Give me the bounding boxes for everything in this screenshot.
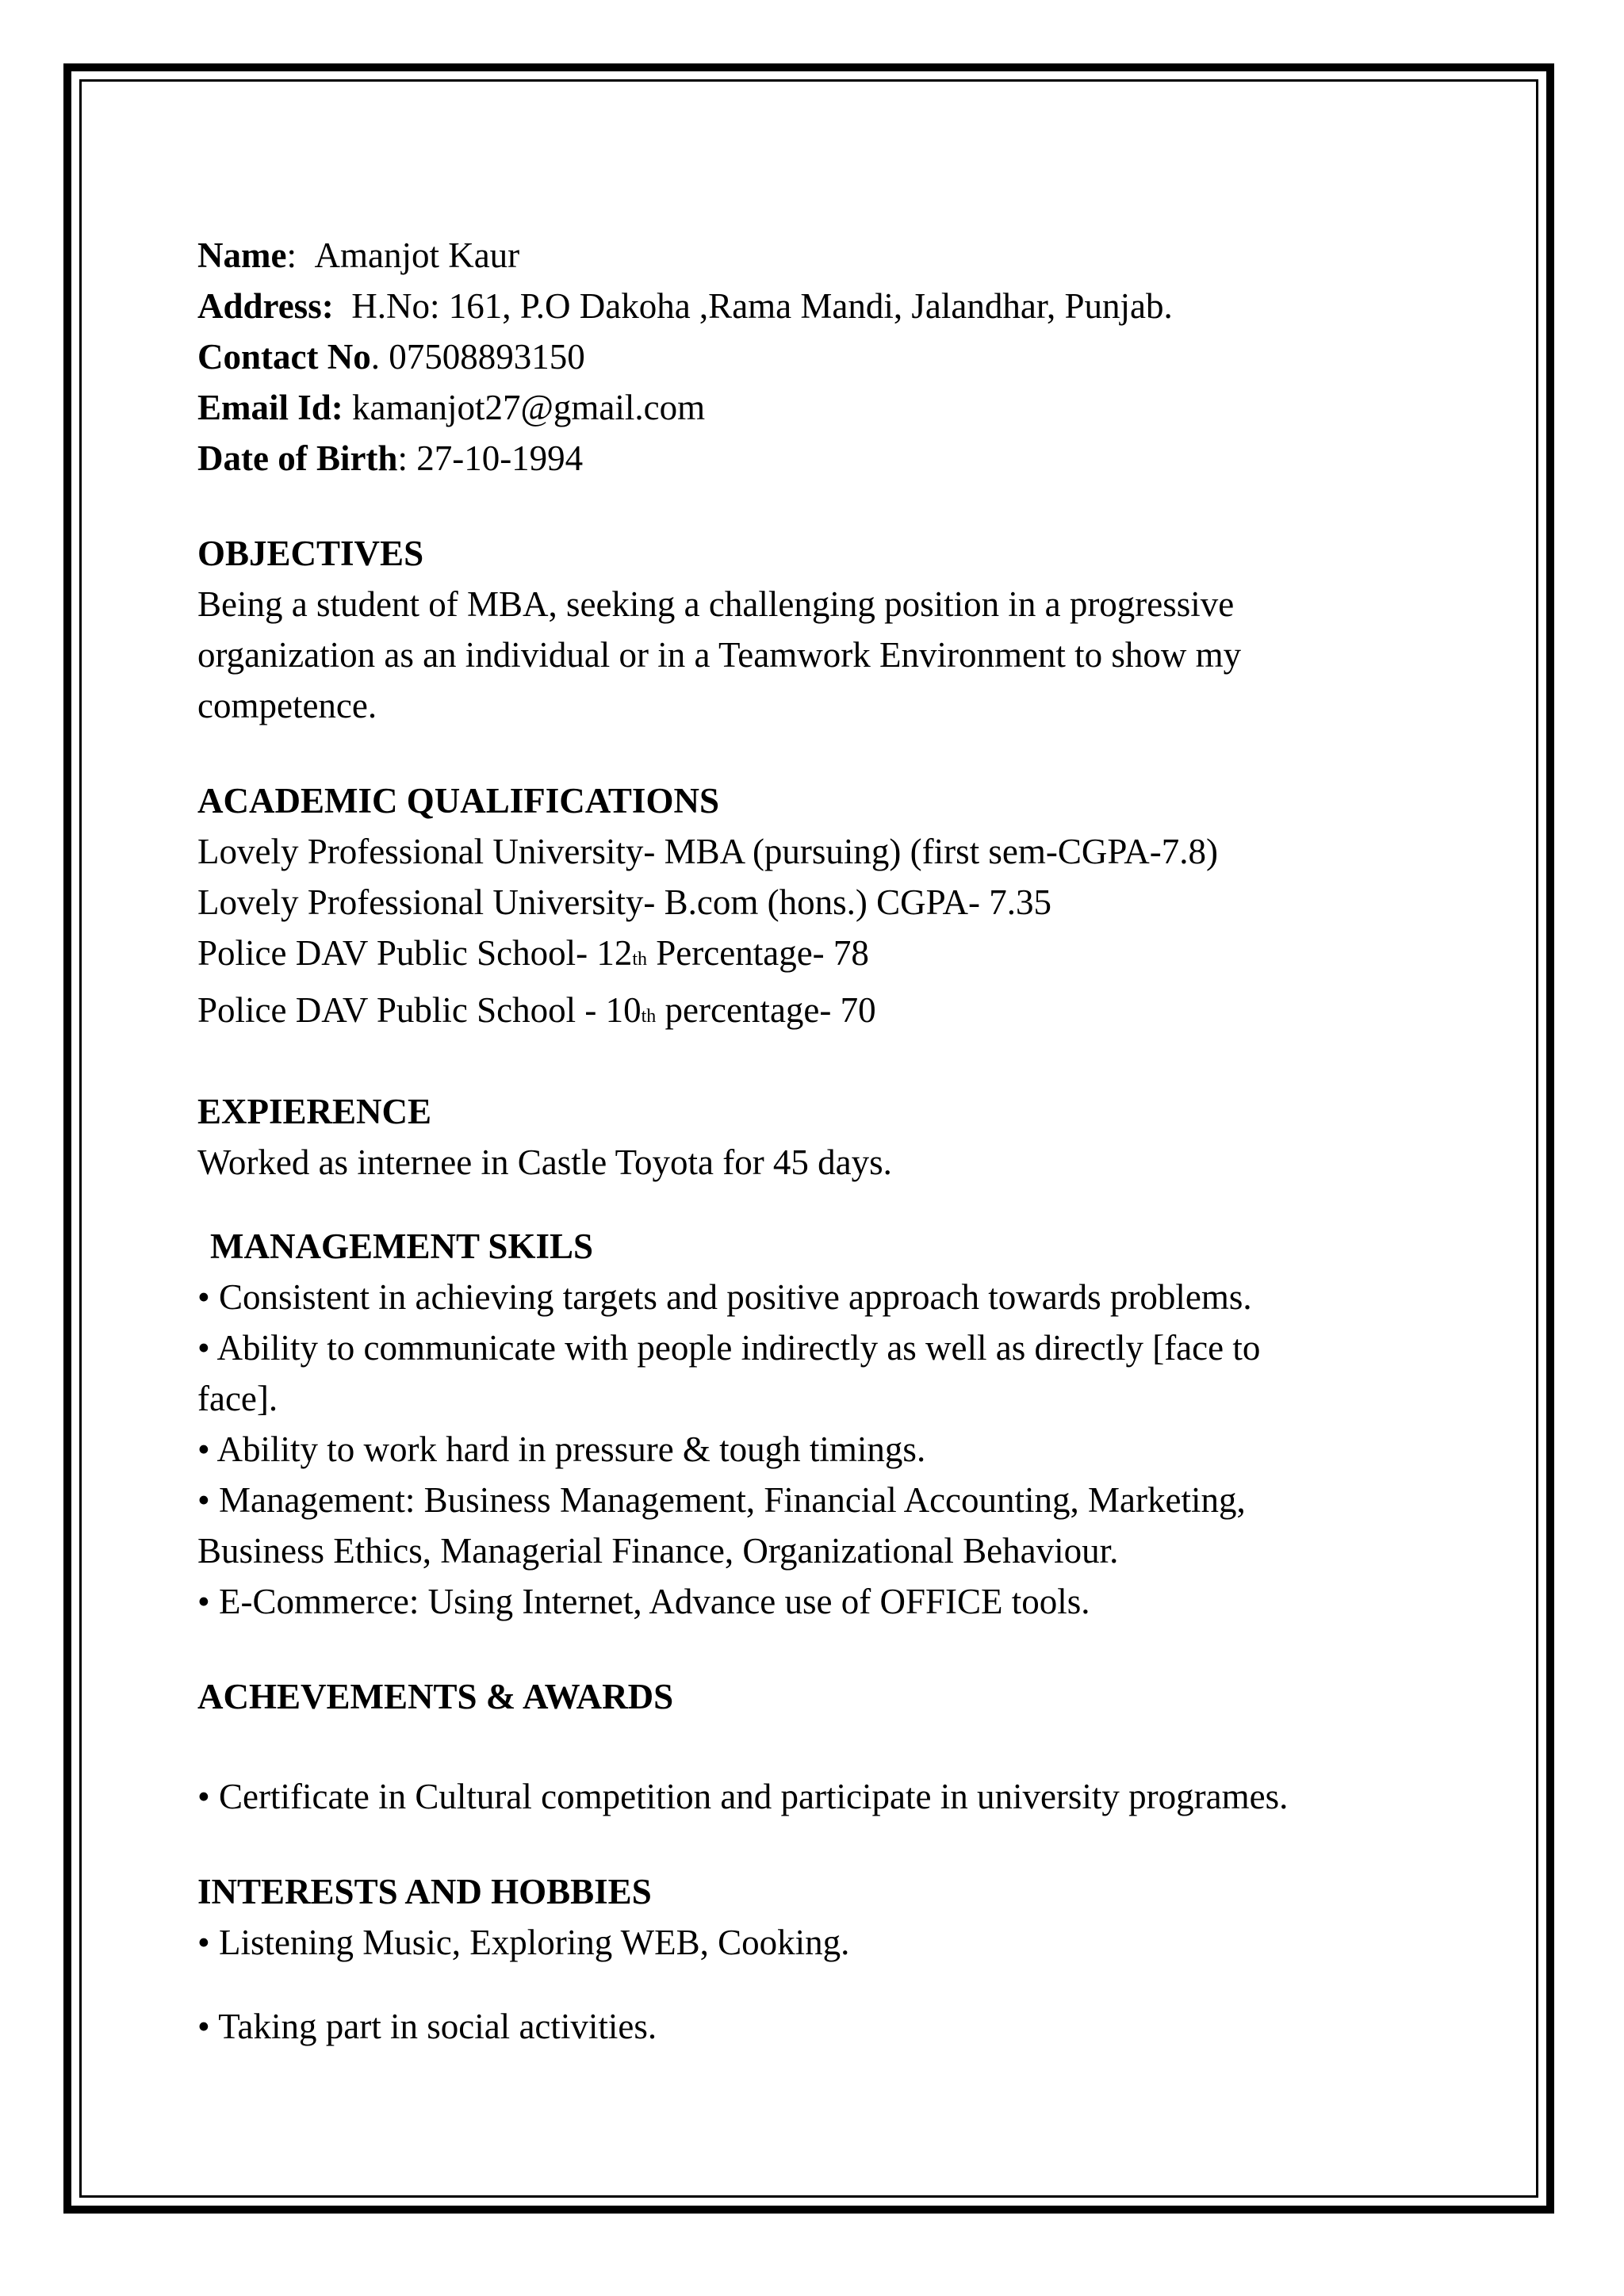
contact-row — [197, 331, 1434, 382]
academic-heading: ACADEMIC QUALIFICATIONS — [197, 781, 719, 821]
email-value: kamanjot27@gmail.com — [352, 388, 706, 427]
name-separator: : — [286, 235, 297, 275]
achievements-heading: ACHEVEMENTS & AWARDS — [197, 1677, 674, 1716]
contact-label: Contact No — [197, 337, 371, 377]
management-line: • Ability to communicate with people indirectly as well as directly [face to — [197, 1328, 1261, 1368]
academic-line: Lovely Professional University- B.com (hons.) CGPA- 7.35 — [197, 882, 1052, 922]
academic-line-text: percentage- 70 — [656, 990, 876, 1030]
academic-line-text: Percentage- 78 — [647, 933, 869, 973]
ordinal-suffix: th — [632, 949, 648, 970]
objectives-line: competence. — [197, 686, 377, 725]
spacer — [197, 1042, 1434, 1086]
spacer — [197, 1627, 1434, 1671]
interests-line: • Listening Music, Exploring WEB, Cooking. — [197, 1923, 850, 1962]
spacer — [197, 484, 1434, 528]
spacer — [197, 1722, 1434, 1771]
name-row — [197, 230, 1434, 281]
spacer — [197, 1188, 1434, 1221]
academic-line-text: Police DAV Public School- 12 — [197, 933, 633, 973]
email-label: Email Id: — [197, 388, 343, 427]
spacer — [197, 1822, 1434, 1866]
academic-line: Lovely Professional University- MBA (pursuing) (first sem-CGPA-7.8) — [197, 832, 1218, 871]
address-value: H.No: 161, P.O Dakoha ,Rama Mandi, Jalandhar, Punjab. — [351, 286, 1173, 326]
interests-line: • Taking part in social activities. — [197, 2007, 657, 2046]
management-line: • Consistent in achieving targets and positive approach towards problems. — [197, 1277, 1252, 1317]
spacer — [197, 1968, 1434, 2001]
experience-heading: EXPIERENCE — [197, 1092, 432, 1131]
dob-label: Date of Birth — [197, 438, 398, 478]
spacer — [197, 731, 1434, 775]
achievements-line: • Certificate in Cultural competition and participate in university programes. — [197, 1777, 1289, 1816]
resume-content — [197, 230, 1434, 2052]
management-line: • E-Commerce: Using Internet, Advance use of OFFICE tools. — [197, 1582, 1090, 1621]
address-row — [197, 281, 1434, 331]
management-line: • Ability to work hard in pressure & tough timings. — [197, 1429, 926, 1469]
name-value: Amanjot Kaur — [314, 235, 520, 275]
email-row — [197, 382, 1434, 433]
objectives-line: Being a student of MBA, seeking a challenging position in a progressive — [197, 584, 1235, 624]
objectives-heading: OBJECTIVES — [197, 534, 424, 573]
interests-heading: INTERESTS AND HOBBIES — [197, 1872, 652, 1911]
dob-value: : 27-10-1994 — [397, 438, 584, 478]
contact-value: . 07508893150 — [370, 337, 585, 377]
academic-line-text: Police DAV Public School - 10 — [197, 990, 642, 1030]
academic-line — [197, 985, 1434, 1042]
name-label: Name — [197, 235, 287, 275]
management-line: Business Ethics, Managerial Finance, Organizational Behaviour. — [197, 1531, 1119, 1571]
management-line: • Management: Business Management, Financial Accounting, Marketing, — [197, 1480, 1246, 1520]
management-line: face]. — [197, 1379, 278, 1418]
experience-line: Worked as internee in Castle Toyota for 45 days. — [197, 1142, 892, 1182]
dob-row — [197, 433, 1434, 484]
management-heading: MANAGEMENT SKILS — [210, 1226, 594, 1266]
address-label: Address: — [197, 286, 334, 326]
objectives-line: organization as an individual or in a Teamwork Environment to show my — [197, 635, 1242, 675]
academic-line — [197, 928, 1434, 985]
ordinal-suffix: th — [641, 1006, 657, 1027]
